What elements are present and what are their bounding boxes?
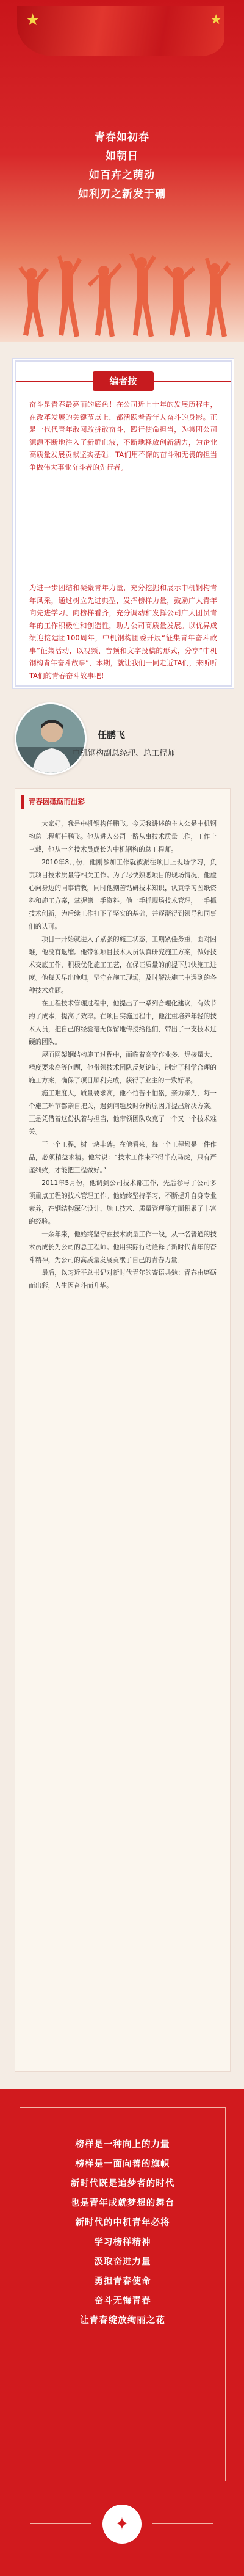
editor-note-paragraph: 奋斗是青春最亮丽的底色！在公司近七十年的发展历程中，在改革发展的关键节点上，都活跃着青年人奋斗的身影。正是一代代青年敢闯敢拼敢奋斗，践行使命担当，为集团公司源源不断地注入了新鲜血液，不断地释放创新活力，为企业高质量发展贡献坚实基础。TA们用不懈的奋斗和无畏的担当争做伟大事业奋斗者的先行者。 bbox=[29, 400, 217, 472]
slogan-list bbox=[20, 2135, 225, 2330]
slogan-line: 汲取奋进力量 bbox=[94, 2257, 151, 2267]
banner-title bbox=[0, 128, 244, 204]
youth-silhouettes-graphic bbox=[0, 244, 244, 342]
red-flag-graphic bbox=[17, 6, 224, 56]
header-banner bbox=[0, 0, 244, 342]
story-body bbox=[29, 818, 217, 1293]
person-photo bbox=[16, 704, 85, 773]
banner-line: 如朝日 bbox=[106, 150, 138, 162]
banner-line: 青春如初春 bbox=[95, 131, 149, 144]
slogan-line: 奋斗无悔青春 bbox=[94, 2296, 151, 2306]
slogan-line: 新时代的中机青年必将 bbox=[75, 2218, 170, 2228]
slogan-line: 让青春绽放绚丽之花 bbox=[80, 2316, 165, 2326]
divider bbox=[152, 2523, 214, 2524]
slogan-line: 勇担青春使命 bbox=[94, 2277, 151, 2286]
editor-note-paragraph: 为进一步团结和凝聚青年力量，充分挖掘和展示中机钢构青年风采，通过树立先进典型，发挥榜样力量，鼓励广大青年向先进学习、向榜样看齐，充分调动和发挥公司广大团员青年的工作积极性和创造性，助力公司高质量发展。以优异成绩迎接建团100周年，中机钢构团委开展“征集青年奋斗故事”征集活动，以视频、音频和文字投稿的形式，分享“中机钢构青年奋斗故事”，本期，就让我们一同走近TA们，来听听TA们的青春奋斗故事吧！ bbox=[29, 583, 217, 680]
editor-note-label: 编者按 bbox=[93, 371, 154, 391]
slogan-line: 新时代既是追梦者的时代 bbox=[70, 2179, 175, 2189]
avatar bbox=[15, 702, 87, 775]
story-paragraph: 大家好，我是中机钢构任鹏飞。今天我讲述的主人公是中机钢构总工程师任鹏飞。他从进入公司一路从事技术质量工作，工作十三载，他从一名技术员成长为中机钢构的总工程师。 bbox=[29, 820, 217, 853]
slogan-line: 榜样是一面向善的旗帜 bbox=[75, 2159, 170, 2169]
slogan-line: 也是青年成就梦想的舞台 bbox=[70, 2198, 175, 2208]
person-title: 中机钢构副总经理、总工程师 bbox=[72, 749, 176, 758]
banner-line: 如利刃之新发于硎 bbox=[78, 188, 166, 200]
star-icon: ★ bbox=[210, 12, 222, 27]
editor-note-heading bbox=[16, 371, 231, 391]
divider bbox=[30, 2523, 92, 2524]
story-paragraph: 最后，以习近平总书记对新时代青年的寄语共勉：青春由磨砺而出彩，人生因奋斗而升华。 bbox=[29, 1269, 217, 1290]
story-paragraph: 2010年8月份，他刚参加工作就被派往项目上现场学习，负责项目技术质量等相关工作。为了尽快熟悉项目的现场情况，他虚心向身边的同事请教，同时他刻苦钻研技术知识，认真学习图纸资料和施工方案，掌握第一手资料。他一手抓现场技术管理，一手抓技术创新，为后续工作打下了坚实的基础，并逐渐得到领导和同事们的认可。 bbox=[29, 859, 217, 930]
story-paragraph: 屋面网架钢结构施工过程中，面临着高空作业多、焊接量大、精度要求高等问题，他带领技术团队反复论证，制定了科学合理的施工方案，确保了项目顺利完成，获得了业主的一致好评。 bbox=[29, 1051, 217, 1084]
story-paragraph: 干一个工程，树一块丰碑。在他看来，每一个工程都是一件作品，必须精益求精。他常说：“技术工作来不得半点马虎，只有严谨细致，才能把工程做好。” bbox=[29, 1141, 217, 1174]
story-heading bbox=[21, 795, 131, 809]
story-paragraph: 施工难度大，质量要求高，他不怕苦不怕累，亲力亲为，每一个施工环节都亲自把关，遇到问题及时分析原因并提出解决方案。正是凭借着这份执着与担当，他带领团队攻克了一个又一个技术难关。 bbox=[29, 1090, 217, 1136]
league-emblem-icon: ✦ bbox=[102, 2505, 142, 2544]
banner-line: 如百卉之萌动 bbox=[89, 169, 155, 181]
slogan-frame bbox=[20, 2107, 226, 2481]
story-paragraph: 在工程技术管理过程中，他提出了一系列合理化建议，有效节约了成本，提高了效率。在项目实施过程中，他注重培养年轻的技术人员，把自己的经验毫无保留地传授给他们，带出了一支技术过硬的团队。 bbox=[29, 1000, 217, 1046]
story-heading-text: 青春因砥砺而出彩 bbox=[29, 797, 85, 806]
person-name: 任鹏飞 bbox=[98, 729, 126, 740]
slogan-line: 学习榜样精神 bbox=[94, 2238, 151, 2247]
editor-note-card bbox=[15, 360, 232, 687]
heading-accent-bar bbox=[21, 795, 24, 809]
slogan-section bbox=[0, 2089, 244, 2576]
story-card bbox=[15, 788, 231, 2072]
story-paragraph: 2011年5月份，他调到公司技术部工作，先后参与了公司多项重点工程的技术管理工作。他始终坚持学习，不断提升自身专业素养，在钢结构深化设计、施工技术、质量管理等方面积累了丰富的经验。 bbox=[29, 1180, 217, 1225]
slogan-line: 榜样是一种向上的力量 bbox=[75, 2140, 170, 2150]
star-icon: ★ bbox=[26, 11, 40, 29]
story-paragraph: 项目一开始就进入了紧张的施工状态，工期紧任务重，面对困难，他没有退缩。他带领项目技术人员认真研究施工方案，做好技术交底工作，积极优化施工工艺，在保证质量的前提下加快施工进度。他每天早出晚归，坚守在施工现场，及时解决施工中遇到的各种技术难题。 bbox=[29, 936, 217, 994]
story-paragraph: 十余年来，他始终坚守在技术质量工作一线，从一名普通的技术员成长为公司的总工程师。他用实际行动诠释了新时代青年的奋斗精神，为公司的高质量发展贡献了自己的青春力量。 bbox=[29, 1231, 217, 1264]
